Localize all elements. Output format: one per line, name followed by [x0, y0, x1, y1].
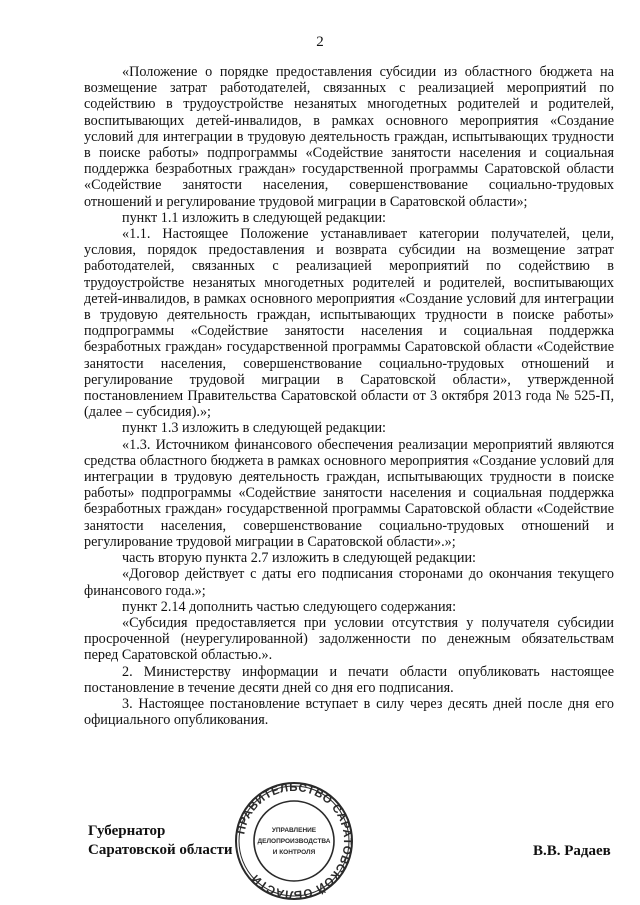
stamp-inner-line3: И КОНТРОЛЯ [272, 849, 316, 856]
paragraph: «Положение о порядке предоставления субсидии из областного бюджета на возмещение затрат работодателей, связанных с реализацией мероприятий по содействию в трудоустройстве незанятых многодетных родителей и родителей, воспитывающих детей-инвалидов, в рамках основного мероприятия «Создание условий для интеграции в трудовую деятельность граждан, испытывающих трудности в поиске работы» подпрограммы «Содействие занятости населения и социальная поддержка безработных граждан» государственной программы Саратовской области «Содействие занятости населения, совершенствование социально-трудовых отношений и регулирование трудовой миграции в Саратовской области»; [84, 64, 614, 210]
paragraph: пункт 1.1 изложить в следующей редакции: [122, 209, 386, 226]
paragraph: «Субсидия предоставляется при условии отсутствия у получателя субсидии просроченной (неурегулированной) задолженности по денежным обязательствам перед Саратовской областью.». [84, 614, 614, 664]
paragraph: пункт 1.3 изложить в следующей редакции: [122, 420, 386, 437]
stamp-outer-text: ПРАВИТЕЛЬСТВО САРАТОВСКОЙ ОБЛАСТИ [235, 781, 354, 901]
official-stamp [224, 780, 364, 902]
signature-title-line2: Саратовской области [88, 842, 233, 858]
signature-title [88, 822, 233, 860]
stamp-inner-line2: ДЕЛОПРОИЗВОДСТВА [257, 838, 331, 845]
signer-name: В.В. Радаев [533, 843, 611, 859]
document-body [84, 64, 614, 728]
stamp-inner-line1: УПРАВЛЕНИЕ [271, 827, 317, 834]
paragraph: «1.3. Источником финансового обеспечения реализации мероприятий являются средства областного бюджета в рамках основного мероприятия «Создание условий для интеграции в трудовую деятельность граждан, испытывающих трудности в поиске работы» подпрограммы «Содействие занятости населения и социальная поддержка безработных граждан» государственной программы Саратовской области «Содействие занятости населения, совершенствование социально-трудовых отношений и регулирование трудовой миграции в Саратовской области».»; [84, 436, 614, 550]
page-number: 2 [316, 34, 324, 50]
paragraph: часть вторую пункта 2.7 изложить в следующей редакции: [122, 550, 476, 567]
paragraph: 3. Настоящее постановление вступает в силу через десять дней после дня его официального опубликования. [84, 695, 614, 729]
paragraph: «1.1. Настоящее Положение устанавливает категории получателей, цели, условия, порядок предоставления и возврата субсидии на возмещение затрат работодателей, связанных с реализацией мероприятий по содействию в трудоустройстве незанятых многодетных родителей и родителей, воспитывающих детей-инвалидов, в рамках основного мероприятия «Создание условий для интеграции в трудовую деятельность граждан, испытывающих трудности в поиске работы» подпрограммы «Содействие занятости населения и социальная поддержка безработных граждан» государственной программы Саратовской области «Содействие занятости населения, совершенствование социально-трудовых отношений и регулирование трудовой миграции в Саратовской области», утвержденной постановлением Правительства Саратовской области от 3 октября 2013 года № 525-П, (далее – субсидия).»; [84, 226, 614, 421]
signature-title-line1: Губернатор [88, 823, 166, 839]
paragraph: пункт 2.14 дополнить частью следующего содержания: [122, 598, 457, 615]
paragraph: «Договор действует с даты его подписания сторонами до окончания текущего финансового года.»; [84, 566, 614, 599]
paragraph: 2. Министерству информации и печати области опубликовать настоящее постановление в течение десяти дней со дня его подписания. [84, 663, 614, 696]
